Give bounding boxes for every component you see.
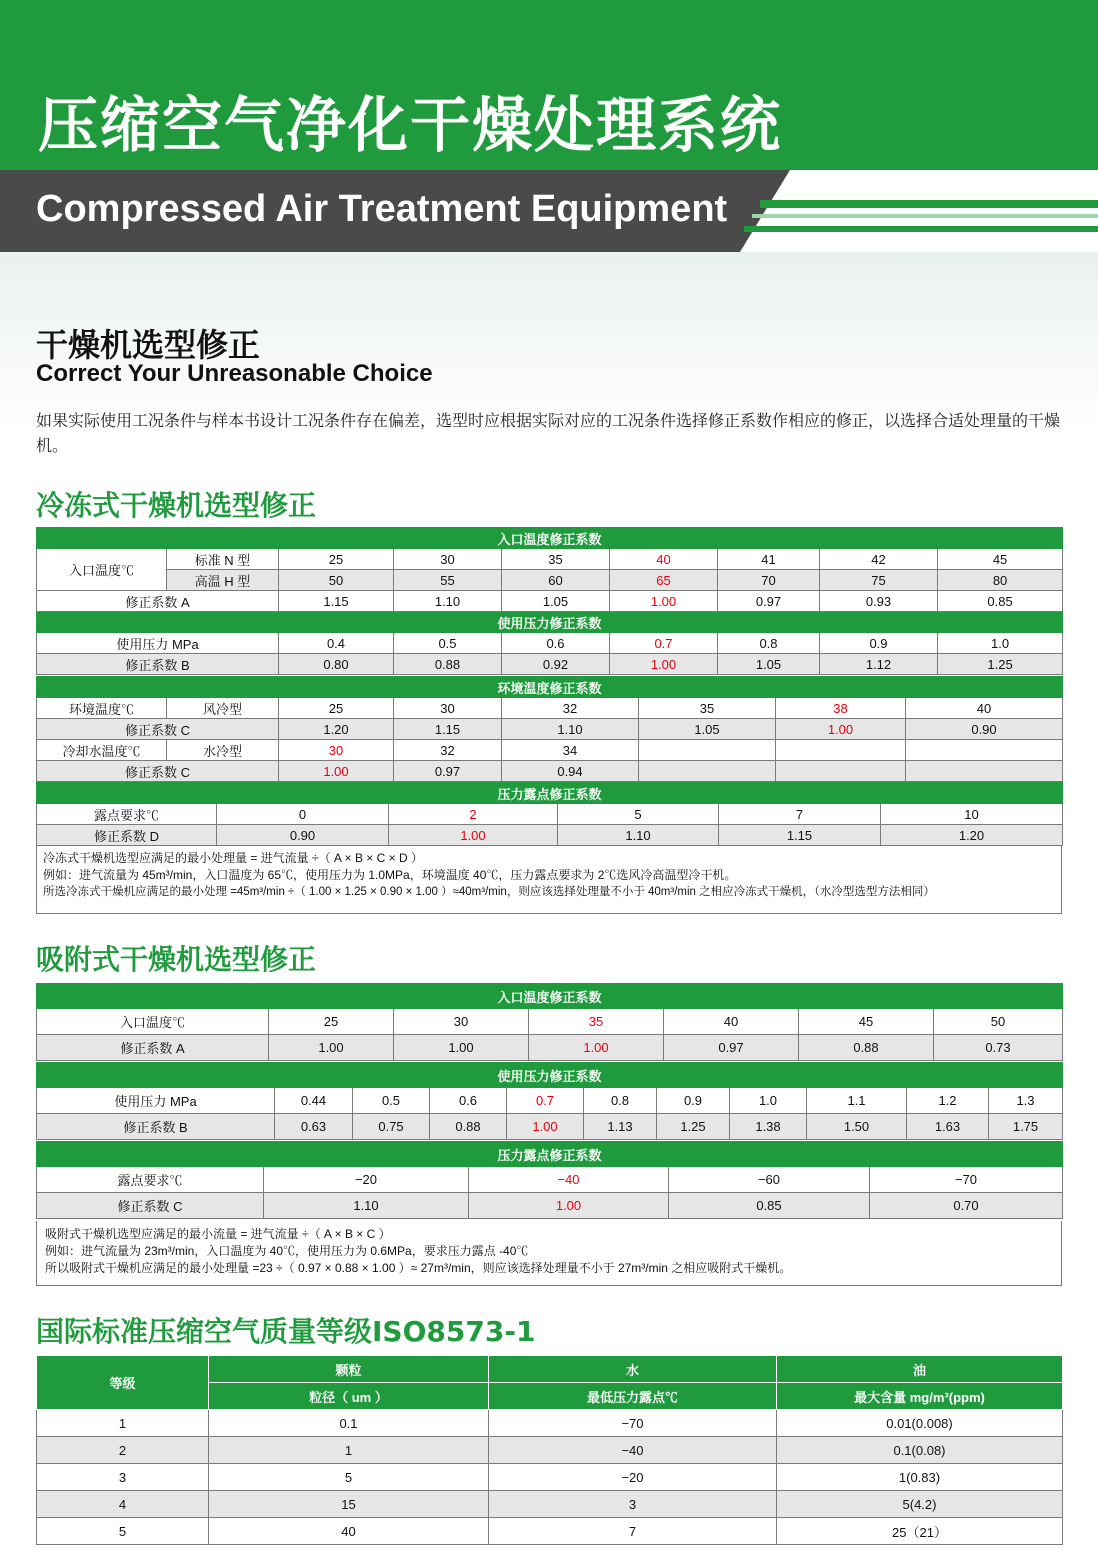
table-cell: 5(4.2) xyxy=(777,1491,1063,1518)
table-cell: 1.2 xyxy=(907,1088,989,1114)
table-cell: 35 xyxy=(639,698,776,719)
table-cell: 1.25 xyxy=(657,1114,730,1140)
table-cell: 30 xyxy=(394,549,502,570)
table-cell: 5 xyxy=(37,1518,209,1545)
table-cell-highlight: 35 xyxy=(529,1009,664,1035)
refrig-h-type: 高温 H 型 xyxy=(167,570,279,591)
table-cell: 32 xyxy=(502,698,639,719)
table-cell: 50 xyxy=(934,1009,1063,1035)
table-cell: 1.38 xyxy=(730,1114,807,1140)
table-cell: 1.13 xyxy=(584,1114,657,1140)
adsorp-pressure-header: 使用压力修正系数 xyxy=(37,1063,1063,1088)
refrig-pressure-header: 使用压力修正系数 xyxy=(37,612,1063,633)
table-cell: 0.1 xyxy=(209,1410,489,1437)
iso-particle-sub: 粒径（ um ） xyxy=(209,1383,489,1410)
table-cell: 5 xyxy=(209,1464,489,1491)
table-cell: 3 xyxy=(37,1464,209,1491)
table-cell: 0.90 xyxy=(217,825,389,846)
row-label: 露点要求℃ xyxy=(37,1167,264,1193)
row-label: 修正系数 B xyxy=(37,1114,275,1140)
table-cell-empty xyxy=(906,761,1063,782)
adsorp-inlet-header: 入口温度修正系数 xyxy=(37,984,1063,1009)
table-cell: 1.10 xyxy=(264,1193,469,1219)
table-cell-highlight: 1.00 xyxy=(776,719,906,740)
table-cell: 30 xyxy=(394,1009,529,1035)
table-cell-empty xyxy=(776,740,906,761)
page-title-en: Compressed Air Treatment Equipment xyxy=(36,188,728,230)
row-label: 露点要求℃ xyxy=(37,804,217,825)
table-cell: 25 xyxy=(279,549,394,570)
row-label: 入口温度℃ xyxy=(37,1009,269,1035)
table-cell: 50 xyxy=(279,570,394,591)
table-cell: 1.0 xyxy=(730,1088,807,1114)
table-cell: −70 xyxy=(870,1167,1063,1193)
table-cell: 0.92 xyxy=(502,654,610,675)
table-cell: 0.97 xyxy=(394,761,502,782)
row-label: 使用压力 MPa xyxy=(37,1088,275,1114)
table-cell: −20 xyxy=(489,1464,777,1491)
table-cell: 7 xyxy=(719,804,881,825)
row-label: 使用压力 MPa xyxy=(37,633,279,654)
table-cell: 0.5 xyxy=(394,633,502,654)
table-cell-highlight: 0.7 xyxy=(610,633,718,654)
table-cell: 0.44 xyxy=(275,1088,353,1114)
table-cell-empty xyxy=(639,761,776,782)
row-label: 修正系数 A xyxy=(37,1035,269,1061)
table-cell-highlight: 1.00 xyxy=(279,761,394,782)
table-cell-highlight: 38 xyxy=(776,698,906,719)
table-cell: 25 xyxy=(279,698,394,719)
table-cell: 0.01(0.008) xyxy=(777,1410,1063,1437)
table-cell: 1.10 xyxy=(558,825,719,846)
note-line: 冷冻式干燥机选型应满足的最小处理量 = 进气流量 ÷（ A × B × C × D ） xyxy=(43,851,423,865)
table-cell: 3 xyxy=(489,1491,777,1518)
table-cell: 0.5 xyxy=(353,1088,430,1114)
refrig-table-c xyxy=(36,676,1063,782)
adsorp-dewpoint-header: 压力露点修正系数 xyxy=(37,1142,1063,1167)
table-cell: 32 xyxy=(394,740,502,761)
table-cell: 30 xyxy=(394,698,502,719)
adsorp-table-c xyxy=(36,1141,1063,1219)
table-cell: 25（21） xyxy=(777,1518,1063,1545)
table-cell: 0.88 xyxy=(799,1035,934,1061)
table-cell: 0.88 xyxy=(394,654,502,675)
table-cell: 1.05 xyxy=(639,719,776,740)
table-cell: 4 xyxy=(37,1491,209,1518)
table-cell: 1.20 xyxy=(279,719,394,740)
row-type: 风冷型 xyxy=(167,698,279,719)
table-cell: 1 xyxy=(37,1410,209,1437)
table-cell: 0.90 xyxy=(906,719,1063,740)
table-cell: 7 xyxy=(489,1518,777,1545)
intro-paragraph: 如果实际使用工况条件与样本书设计工况条件存在偏差，选型时应根据实际对应的工况条件选择修正系数作相应的修正，以选择合适处理量的干燥机。 xyxy=(36,411,1061,455)
section-title-en: Correct Your Unreasonable Choice xyxy=(36,360,433,387)
table-cell: 0.8 xyxy=(584,1088,657,1114)
row-label: 修正系数 C xyxy=(37,761,279,782)
note-line: 例如：进气流量为 45m³/min，入口温度为 65℃，使用压力为 1.0MPa，环境温度 40℃，压力露点要求为 2℃选风冷高温型冷干机。 xyxy=(43,868,737,882)
table-cell: 1.15 xyxy=(719,825,881,846)
table-cell-highlight: 1.00 xyxy=(389,825,558,846)
row-label: 修正系数 C xyxy=(37,719,279,740)
note-line: 所选冷冻式干燥机应满足的最小处理 =45m³/min ÷（ 1.00 × 1.25 × 0.90 × 1.00 ）≈40m³/min，则应该选择处理量不小于 40m³/min 之相应冷冻式干燥机，（水冷型选型方法相同） xyxy=(43,886,935,898)
table-cell: 0.85 xyxy=(938,591,1063,612)
table-cell: 0.70 xyxy=(870,1193,1063,1219)
table-cell: 1.00 xyxy=(269,1035,394,1061)
table-cell: 0.88 xyxy=(430,1114,507,1140)
row-label: 修正系数 A xyxy=(37,591,279,612)
table-cell-highlight: 30 xyxy=(279,740,394,761)
table-cell: 60 xyxy=(502,570,610,591)
table-cell: 0 xyxy=(217,804,389,825)
table-cell: 2 xyxy=(37,1437,209,1464)
refrig-n-type: 标准 N 型 xyxy=(167,549,279,570)
table-cell: 40 xyxy=(209,1518,489,1545)
table-cell: 0.63 xyxy=(275,1114,353,1140)
table-cell: 10 xyxy=(881,804,1063,825)
table-cell: 25 xyxy=(269,1009,394,1035)
table-cell-highlight: 40 xyxy=(610,549,718,570)
note-line: 例如：进气流量为 23m³/min，入口温度为 40℃，使用压力为 0.6MPa，要求压力露点 -40℃ xyxy=(45,1244,529,1258)
table-cell: 1.3 xyxy=(989,1088,1063,1114)
table-cell: 0.9 xyxy=(657,1088,730,1114)
table-cell: 1.63 xyxy=(907,1114,989,1140)
refrig-notes xyxy=(36,845,1062,914)
row-label: 环境温度℃ xyxy=(37,698,167,719)
table-cell: 1.05 xyxy=(502,591,610,612)
table-cell: 0.93 xyxy=(820,591,938,612)
table-cell: 0.9 xyxy=(820,633,938,654)
note-line: 所以吸附式干燥机应满足的最小处理量 =23 ÷（ 0.97 × 0.88 × 1.00 ）≈ 27m³/min，则应该选择处理量不小于 27m³/min 之相应吸附式干燥机。 xyxy=(45,1261,792,1275)
table-cell: 0.85 xyxy=(669,1193,870,1219)
table-cell: 1.75 xyxy=(989,1114,1063,1140)
table-cell: 40 xyxy=(906,698,1063,719)
table-cell: 1.20 xyxy=(881,825,1063,846)
table-cell: 0.4 xyxy=(279,633,394,654)
table-cell: 45 xyxy=(799,1009,934,1035)
table-cell-highlight: 0.7 xyxy=(507,1088,584,1114)
table-cell: 1.50 xyxy=(807,1114,907,1140)
table-cell: 1.25 xyxy=(938,654,1063,675)
table-cell: 0.73 xyxy=(934,1035,1063,1061)
table-cell: 0.97 xyxy=(664,1035,799,1061)
refrig-table-d xyxy=(36,782,1063,846)
table-cell: 0.97 xyxy=(718,591,820,612)
table-cell: 1.0 xyxy=(938,633,1063,654)
iso-table xyxy=(36,1355,1063,1545)
table-cell-highlight: 65 xyxy=(610,570,718,591)
table-cell: 42 xyxy=(820,549,938,570)
row-label: 修正系数 D xyxy=(37,825,217,846)
decor-stripe xyxy=(744,226,1098,232)
table-cell: 15 xyxy=(209,1491,489,1518)
table-cell: 1 xyxy=(209,1437,489,1464)
refrig-dewpoint-header: 压力露点修正系数 xyxy=(37,783,1063,804)
adsorp-table-a xyxy=(36,983,1063,1061)
table-cell: 1.1 xyxy=(807,1088,907,1114)
table-cell: 41 xyxy=(718,549,820,570)
iso-title: 国际标准压缩空气质量等级ISO8573-1 xyxy=(36,1315,536,1348)
iso-water-header: 水 xyxy=(489,1356,777,1383)
table-cell: 1.15 xyxy=(279,591,394,612)
table-cell-highlight: 2 xyxy=(389,804,558,825)
table-cell: 55 xyxy=(394,570,502,591)
refrig-table-a xyxy=(36,527,1063,675)
table-cell: 5 xyxy=(558,804,719,825)
table-cell: 75 xyxy=(820,570,938,591)
iso-oil-sub: 最大含量 mg/m³(ppm) xyxy=(777,1383,1063,1410)
row-label: 修正系数 C xyxy=(37,1193,264,1219)
table-cell: 40 xyxy=(664,1009,799,1035)
decor-stripe xyxy=(760,200,1098,208)
table-cell: 1.10 xyxy=(394,591,502,612)
table-cell: 34 xyxy=(502,740,639,761)
table-cell: 80 xyxy=(938,570,1063,591)
table-cell-highlight: 1.00 xyxy=(529,1035,664,1061)
table-cell-highlight: 1.00 xyxy=(610,591,718,612)
table-cell: −40 xyxy=(489,1437,777,1464)
table-cell: 0.8 xyxy=(718,633,820,654)
table-cell: 70 xyxy=(718,570,820,591)
table-cell: 0.80 xyxy=(279,654,394,675)
table-cell-highlight: −40 xyxy=(469,1167,669,1193)
iso-oil-header: 油 xyxy=(777,1356,1063,1383)
table-cell: 1.15 xyxy=(394,719,502,740)
table-cell-empty xyxy=(776,761,906,782)
adsorp-title: 吸附式干燥机选型修正 xyxy=(36,943,317,976)
row-type: 水冷型 xyxy=(167,740,279,761)
table-cell: 0.6 xyxy=(502,633,610,654)
table-cell: 1.10 xyxy=(502,719,639,740)
adsorp-table-b xyxy=(36,1062,1063,1140)
row-label: 修正系数 B xyxy=(37,654,279,675)
row-label: 冷却水温度℃ xyxy=(37,740,167,761)
table-cell: 0.1(0.08) xyxy=(777,1437,1063,1464)
table-cell: −70 xyxy=(489,1410,777,1437)
table-cell: −20 xyxy=(264,1167,469,1193)
iso-grade-header: 等级 xyxy=(37,1356,209,1410)
table-cell-empty xyxy=(906,740,1063,761)
table-cell: 0.75 xyxy=(353,1114,430,1140)
refrig-inlet-header: 入口温度修正系数 xyxy=(37,528,1063,549)
table-cell-highlight: 1.00 xyxy=(507,1114,584,1140)
table-cell: −60 xyxy=(669,1167,870,1193)
table-cell: 35 xyxy=(502,549,610,570)
decor-stripe-light xyxy=(752,214,1098,218)
page-title-cn: 压缩空气净化干燥处理系统 xyxy=(38,91,782,161)
refrig-title: 冷冻式干燥机选型修正 xyxy=(36,489,317,522)
table-cell: 1.12 xyxy=(820,654,938,675)
table-cell: 1.05 xyxy=(718,654,820,675)
adsorp-notes xyxy=(36,1221,1062,1286)
table-cell-highlight: 1.00 xyxy=(469,1193,669,1219)
table-cell: 0.94 xyxy=(502,761,639,782)
iso-water-sub: 最低压力露点℃ xyxy=(489,1383,777,1410)
refrig-inlet-label: 入口温度℃ xyxy=(37,549,167,591)
table-cell: 1(0.83) xyxy=(777,1464,1063,1491)
table-cell: 45 xyxy=(938,549,1063,570)
table-cell-highlight: 1.00 xyxy=(610,654,718,675)
table-cell-empty xyxy=(639,740,776,761)
section-title-cn: 干燥机选型修正 xyxy=(36,326,261,364)
table-cell: 1.00 xyxy=(394,1035,529,1061)
note-line: 吸附式干燥机选型应满足的最小流量 = 进气流量 ÷（ A × B × C ） xyxy=(45,1227,391,1241)
refrig-ambient-header: 环境温度修正系数 xyxy=(37,677,1063,698)
table-cell: 0.6 xyxy=(430,1088,507,1114)
iso-particle-header: 颗粒 xyxy=(209,1356,489,1383)
